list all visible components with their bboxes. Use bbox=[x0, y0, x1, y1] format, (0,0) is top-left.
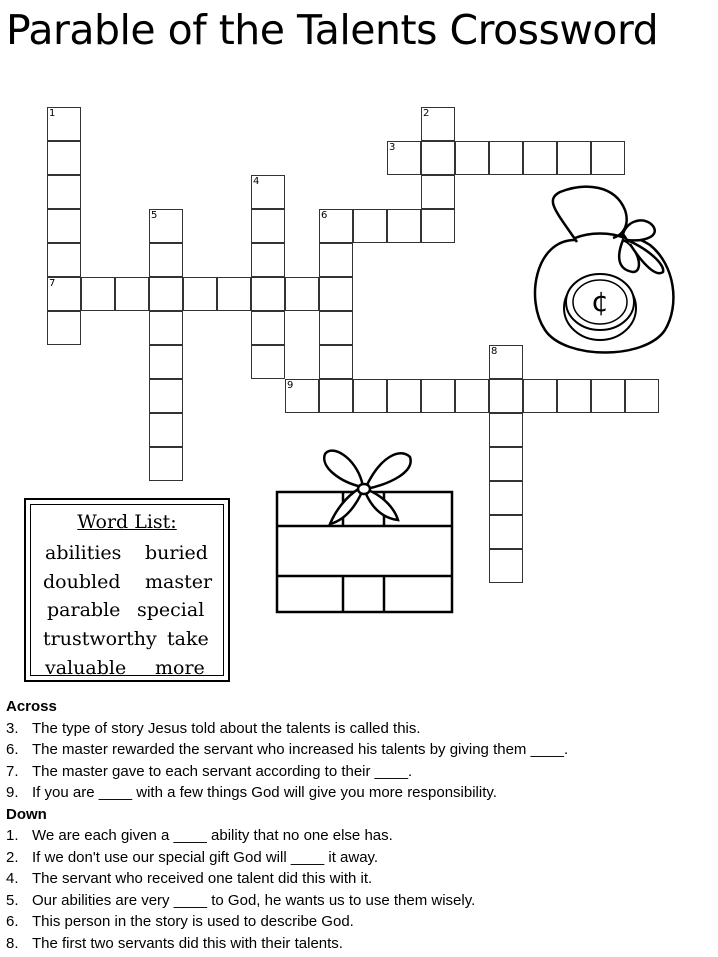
word-list-item: parable bbox=[47, 599, 121, 621]
grid-cell[interactable] bbox=[251, 311, 285, 345]
word-list-item: valuable bbox=[45, 657, 127, 679]
word-list-title: Word List: bbox=[77, 511, 177, 533]
page-title: Parable of the Talents Crossword bbox=[6, 6, 659, 54]
clue-number: 2. bbox=[6, 848, 19, 866]
clue-number: 8. bbox=[6, 934, 19, 952]
grid-cell[interactable] bbox=[285, 277, 319, 311]
grid-cell[interactable] bbox=[319, 345, 353, 379]
clue-text: The master rewarded the servant who increased his talents by giving them ____. bbox=[32, 741, 569, 758]
clue-text: Our abilities are very ____ to God, he wants us to use them wisely. bbox=[32, 891, 476, 909]
grid-cell[interactable] bbox=[489, 447, 523, 481]
grid-cell[interactable] bbox=[149, 345, 183, 379]
grid-cell[interactable] bbox=[421, 379, 455, 413]
across-clue bbox=[6, 761, 706, 783]
word-list-item: abilities bbox=[45, 542, 122, 564]
clue-number: 6. bbox=[6, 741, 19, 758]
grid-cell[interactable] bbox=[489, 141, 523, 175]
word-list-inner bbox=[30, 504, 224, 679]
clue-number-label: 6 bbox=[321, 210, 328, 221]
grid-cell[interactable] bbox=[47, 209, 81, 243]
clue-number: 6. bbox=[6, 913, 19, 930]
clue-number-label: 4 bbox=[253, 176, 260, 187]
grid-cell[interactable] bbox=[149, 243, 183, 277]
grid-cell[interactable] bbox=[591, 379, 625, 413]
grid-cell[interactable] bbox=[251, 277, 285, 311]
across-heading: Across bbox=[6, 698, 57, 715]
across-clue bbox=[6, 739, 706, 761]
clue-number: 3. bbox=[6, 719, 19, 737]
word-list-item: doubled bbox=[43, 571, 121, 593]
clue-text: This person in the story is used to describe God. bbox=[32, 913, 354, 930]
grid-cell[interactable] bbox=[47, 175, 81, 209]
grid-cell[interactable] bbox=[319, 311, 353, 345]
grid-cell[interactable] bbox=[489, 549, 523, 583]
grid-cell[interactable] bbox=[421, 141, 455, 175]
down-clue bbox=[6, 847, 706, 869]
word-list-item: take bbox=[167, 628, 209, 650]
word-list-item: trustworthy bbox=[43, 628, 157, 650]
grid-cell[interactable] bbox=[149, 311, 183, 345]
clue-text: We are each given a ____ ability that no one else has. bbox=[32, 827, 393, 844]
grid-cell[interactable] bbox=[421, 175, 455, 209]
clue-number-label: 7 bbox=[49, 278, 56, 289]
grid-cell[interactable] bbox=[387, 209, 421, 243]
clue-number-label: 8 bbox=[491, 346, 498, 357]
clue-number: 1. bbox=[6, 827, 19, 844]
grid-cell[interactable] bbox=[489, 379, 523, 413]
grid-cell[interactable] bbox=[353, 209, 387, 243]
grid-cell[interactable] bbox=[251, 209, 285, 243]
grid-cell[interactable] bbox=[149, 447, 183, 481]
grid-cell[interactable] bbox=[149, 379, 183, 413]
grid-cell[interactable] bbox=[523, 379, 557, 413]
grid-cell[interactable] bbox=[489, 515, 523, 549]
grid-cell[interactable] bbox=[47, 141, 81, 175]
grid-cell[interactable] bbox=[387, 379, 421, 413]
word-list-item: master bbox=[145, 571, 213, 593]
clue-number: 7. bbox=[6, 762, 19, 780]
down-clue bbox=[6, 868, 706, 890]
coin-symbol: ¢ bbox=[591, 285, 609, 318]
down-heading: Down bbox=[6, 805, 47, 823]
grid-cell[interactable] bbox=[591, 141, 625, 175]
clue-number: 9. bbox=[6, 784, 19, 801]
clue-number-label: 1 bbox=[49, 108, 56, 119]
clue-number: 5. bbox=[6, 891, 19, 909]
across-clue bbox=[6, 782, 706, 804]
word-list-item: buried bbox=[145, 542, 208, 564]
clue-text: If we don't use our special gift God will ____ it away. bbox=[32, 848, 379, 866]
grid-cell[interactable] bbox=[183, 277, 217, 311]
clue-number: 4. bbox=[6, 870, 19, 887]
grid-cell[interactable] bbox=[489, 413, 523, 447]
grid-cell[interactable] bbox=[251, 243, 285, 277]
grid-cell[interactable] bbox=[47, 311, 81, 345]
grid-cell[interactable] bbox=[421, 209, 455, 243]
down-clue bbox=[6, 911, 706, 933]
grid-cell[interactable] bbox=[625, 379, 659, 413]
clue-text: The type of story Jesus told about the talents is called this. bbox=[32, 719, 421, 737]
clue-number-label: 2 bbox=[423, 108, 430, 119]
grid-cell[interactable] bbox=[149, 277, 183, 311]
word-list-box bbox=[24, 498, 230, 682]
clue-text: The servant who received one talent did this with it. bbox=[32, 870, 373, 887]
down-clue bbox=[6, 933, 706, 955]
gift-box-icon bbox=[270, 442, 460, 617]
grid-cell[interactable] bbox=[557, 379, 591, 413]
clue-text: If you are ____ with a few things God will give you more responsibility. bbox=[32, 784, 497, 801]
down-clue bbox=[6, 825, 706, 847]
grid-cell[interactable] bbox=[455, 141, 489, 175]
down-clue bbox=[6, 890, 706, 912]
across-clue bbox=[6, 718, 706, 740]
grid-cell[interactable] bbox=[149, 413, 183, 447]
clue-text: The master gave to each servant according to their ____. bbox=[32, 762, 413, 780]
money-bag-icon bbox=[515, 180, 685, 365]
word-list-item: special bbox=[137, 599, 205, 621]
grid-cell[interactable] bbox=[455, 379, 489, 413]
grid-cell[interactable] bbox=[115, 277, 149, 311]
grid-cell[interactable] bbox=[489, 481, 523, 515]
clues-section bbox=[6, 696, 706, 954]
grid-cell[interactable] bbox=[217, 277, 251, 311]
grid-cell[interactable] bbox=[523, 141, 557, 175]
clue-number-label: 3 bbox=[389, 142, 396, 153]
grid-cell[interactable] bbox=[557, 141, 591, 175]
grid-cell[interactable] bbox=[319, 243, 353, 277]
grid-cell[interactable] bbox=[319, 379, 353, 413]
grid-cell[interactable] bbox=[47, 243, 81, 277]
word-list-item: more bbox=[155, 657, 205, 679]
grid-cell[interactable] bbox=[251, 345, 285, 379]
grid-cell[interactable] bbox=[353, 379, 387, 413]
clue-number-label: 5 bbox=[151, 210, 158, 221]
grid-cell[interactable] bbox=[319, 277, 353, 311]
clue-text: The first two servants did this with their talents. bbox=[32, 934, 343, 952]
clue-number-label: 9 bbox=[287, 380, 294, 391]
grid-cell[interactable] bbox=[81, 277, 115, 311]
